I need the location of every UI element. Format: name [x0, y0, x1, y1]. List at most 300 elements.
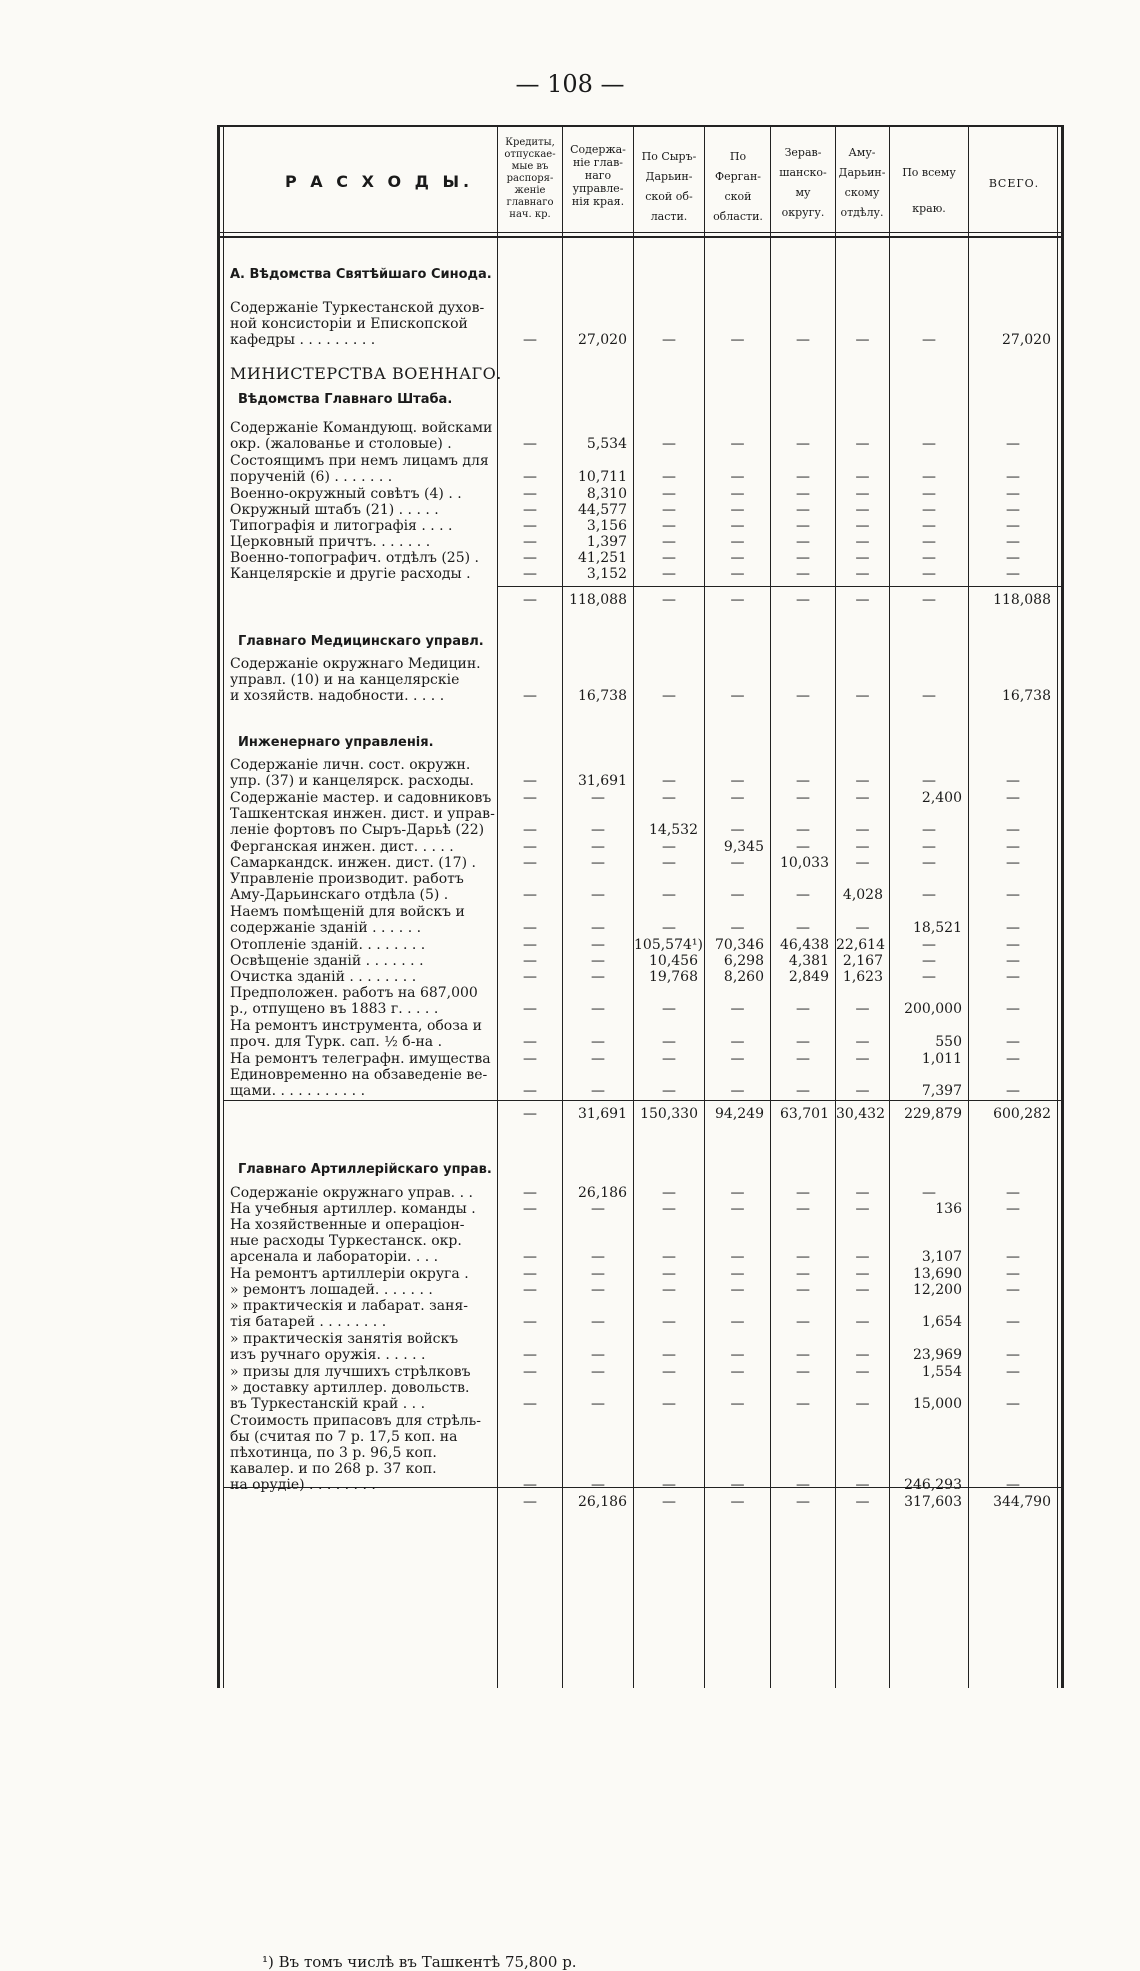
table-cell: — [591, 969, 605, 985]
table-cell: — [662, 518, 676, 534]
table-cell: 3,152 [586, 566, 627, 582]
table-cell: 150,330 [640, 1106, 698, 1122]
row-label: На хозяйственные и операціон- [230, 1217, 465, 1233]
table-cell: 8,310 [586, 486, 627, 502]
table-cell: 19,768 [649, 969, 698, 985]
table-cell: — [523, 855, 537, 871]
table-cell: 22,614 [836, 937, 885, 953]
table-cell: — [662, 855, 676, 871]
row-label: Стоимость припасовъ для стрѣль- [230, 1413, 482, 1429]
table-cell: — [523, 1477, 537, 1493]
table-cell: — [1006, 1034, 1020, 1050]
table-cell: — [922, 1185, 936, 1201]
table-cell: — [1006, 920, 1020, 936]
table-cell: — [922, 953, 936, 969]
table-cell: 550 [935, 1034, 962, 1050]
row-label: пѣхотинца, по 3 р. 96,5 коп. [230, 1445, 437, 1461]
table-cell: — [662, 1314, 676, 1330]
table-cell: — [922, 502, 936, 518]
row-label: Наемъ помѣщеній для войскъ и [230, 904, 465, 920]
table-cell: — [1006, 953, 1020, 969]
table-cell: — [591, 1477, 605, 1493]
table-cell: — [855, 469, 870, 485]
row-label: Аму-Дарьинскаго отдѣла (5) . [230, 887, 449, 903]
table-cell: — [591, 1249, 605, 1265]
table-cell: — [1006, 969, 1020, 985]
table-cell: — [730, 1201, 745, 1217]
table-cell: — [1006, 502, 1020, 518]
table-cell: 2,849 [788, 969, 829, 985]
table-cell: — [796, 773, 810, 789]
table-cell: — [662, 469, 676, 485]
row-label: На ремонтъ инструмента, обоза и [230, 1018, 482, 1034]
table-cell: — [1006, 1001, 1020, 1017]
table-cell: — [796, 566, 810, 582]
table-cell: 229,879 [904, 1106, 962, 1122]
header-zeravshan: Зерав-шанско-му округу. [779, 146, 827, 219]
section-military: МИНИСТЕРСТВА ВОЕННАГО. [230, 364, 502, 383]
table-cell: — [730, 436, 745, 452]
row-label: Самаркандск. инжен. дист. (17) . [230, 855, 476, 871]
table-cell: — [523, 1201, 537, 1217]
table-cell: — [591, 920, 605, 936]
table-cell: 46,438 [780, 937, 829, 953]
row-label: арсенала и лабораторіи. . . . [230, 1249, 439, 1265]
table-cell: — [591, 1364, 605, 1380]
table-cell: — [523, 332, 537, 348]
table-cell: — [523, 953, 537, 969]
table-cell: — [523, 937, 537, 953]
table-cell: — [591, 1314, 605, 1330]
section-staff: Вѣдомства Главнаго Штаба. [238, 392, 453, 407]
table-cell: 1,623 [842, 969, 883, 985]
table-cell: — [1006, 1396, 1020, 1412]
table-cell: — [730, 1364, 745, 1380]
table-cell: 2,167 [842, 953, 883, 969]
row-label: управл. (10) и на канцелярскіе [230, 672, 460, 688]
table-cell: — [662, 839, 676, 855]
table-cell: — [922, 839, 936, 855]
table-cell: — [796, 1494, 810, 1510]
table-cell: 9,345 [723, 839, 764, 855]
table-cell: — [730, 1185, 745, 1201]
table-cell: — [730, 469, 745, 485]
table-cell: — [1006, 1347, 1020, 1363]
table-cell: — [662, 566, 676, 582]
table-cell: — [662, 1201, 676, 1217]
table-cell: — [1006, 550, 1020, 566]
table-cell: 118,088 [569, 592, 627, 608]
table-cell: — [662, 332, 676, 348]
table-cell: — [591, 839, 605, 855]
table-cell: — [730, 1266, 745, 1282]
table-cell: — [796, 486, 810, 502]
table-cell: — [922, 969, 936, 985]
row-label: щами. . . . . . . . . . . [230, 1083, 366, 1099]
table-cell: 105,574¹) [634, 937, 703, 953]
table-cell: 118,088 [993, 592, 1051, 608]
table-cell: 14,532 [649, 822, 698, 838]
table-cell: — [730, 332, 745, 348]
table-cell: — [662, 1001, 676, 1017]
table-cell: — [1006, 518, 1020, 534]
table-cell: 1,011 [921, 1051, 962, 1067]
row-label: кавалер. и по 268 р. 37 коп. [230, 1461, 437, 1477]
table-cell: — [730, 1494, 745, 1510]
table-cell: — [730, 1034, 745, 1050]
table-cell: — [1006, 469, 1020, 485]
table-cell: — [523, 1396, 537, 1412]
table-cell: — [922, 436, 936, 452]
table-cell: — [796, 332, 810, 348]
table-cell: — [796, 1201, 810, 1217]
table-cell: — [922, 855, 936, 871]
row-label: ной консисторіи и Епископской [230, 316, 468, 332]
table-cell: — [855, 1282, 870, 1298]
table-cell: 27,020 [1002, 332, 1051, 348]
row-label: Содержаніе окружнаго Медицин. [230, 656, 481, 672]
table-cell: — [922, 518, 936, 534]
table-cell: 16,738 [578, 688, 627, 704]
table-cell: 200,000 [904, 1001, 962, 1017]
table-cell: 41,251 [578, 550, 627, 566]
table-cell: — [796, 502, 810, 518]
table-cell: — [922, 469, 936, 485]
table-cell: — [662, 1249, 676, 1265]
section-artillery: Главнаго Артиллерійскаго управ. [238, 1162, 492, 1177]
table-cell: — [855, 1347, 870, 1363]
table-cell: — [730, 1001, 745, 1017]
table-cell: — [1006, 1249, 1020, 1265]
table-cell: — [855, 1364, 870, 1380]
table-cell: — [922, 887, 936, 903]
table-cell: — [1006, 937, 1020, 953]
table-cell: — [1006, 534, 1020, 550]
table-cell: 18,521 [913, 920, 962, 936]
table-cell: — [855, 1314, 870, 1330]
table-cell: — [796, 1083, 810, 1099]
table-cell: — [796, 1249, 810, 1265]
page-number: — 108 — [515, 70, 625, 98]
row-label: тія батарей . . . . . . . . [230, 1314, 387, 1330]
row-label: порученій (6) . . . . . . . [230, 469, 393, 485]
table-cell: 1,397 [586, 534, 627, 550]
table-cell: — [523, 1494, 537, 1510]
table-cell: — [855, 1185, 870, 1201]
table-cell: 27,020 [578, 332, 627, 348]
table-cell: — [662, 1396, 676, 1412]
table-cell: — [796, 1001, 810, 1017]
row-label: р., отпущено въ 1883 г. . . . . [230, 1001, 439, 1017]
row-label: въ Туркестанскій край . . . [230, 1396, 426, 1412]
table-cell: — [796, 1477, 810, 1493]
table-cell: 26,186 [578, 1185, 627, 1201]
table-cell: — [523, 1249, 537, 1265]
row-label: Содержаніе мастер. и садовниковъ [230, 790, 492, 806]
row-label: проч. для Турк. сап. ½ б-на . [230, 1034, 443, 1050]
table-cell: — [855, 1001, 870, 1017]
table-cell: — [796, 887, 810, 903]
table-cell: — [855, 839, 870, 855]
table-cell: — [796, 1051, 810, 1067]
table-cell: — [1006, 1477, 1020, 1493]
row-label: изъ ручнаго оружія. . . . . . [230, 1347, 426, 1363]
row-label: Предположен. работъ на 687,000 [230, 985, 478, 1001]
table-cell: — [855, 592, 870, 608]
table-cell: — [730, 1477, 745, 1493]
row-label: Отопленіе зданій. . . . . . . . [230, 937, 426, 953]
table-cell: — [730, 550, 745, 566]
table-cell: — [591, 1034, 605, 1050]
table-cell: — [796, 469, 810, 485]
table-cell: — [730, 1282, 745, 1298]
table-cell: 31,691 [578, 773, 627, 789]
header-syr-darya: По Сыръ-Дарьин-ской об-ласти. [641, 150, 697, 223]
row-label: Очистка зданій . . . . . . . . [230, 969, 417, 985]
header-fergana: По Ферган-ской области. [713, 150, 763, 223]
table-cell: — [730, 1314, 745, 1330]
table-cell: — [523, 1083, 537, 1099]
table-cell: — [591, 855, 605, 871]
table-cell: — [523, 1106, 537, 1122]
table-cell: — [796, 822, 810, 838]
table-cell: — [523, 1185, 537, 1201]
table-cell: — [662, 1185, 676, 1201]
table-cell: 5,534 [586, 436, 627, 452]
header-amu-darya: Аму-Дарьин-скому отдѣлу. [838, 146, 886, 219]
table-cell: — [855, 486, 870, 502]
table-cell: — [662, 534, 676, 550]
table-cell: — [922, 566, 936, 582]
table-cell: — [730, 486, 745, 502]
table-cell: — [523, 887, 537, 903]
table-cell: — [591, 1201, 605, 1217]
row-label: содержаніе зданій . . . . . . [230, 920, 422, 936]
table-cell: — [796, 1282, 810, 1298]
table-cell: 1,554 [921, 1364, 962, 1380]
row-label: упр. (37) и канцелярск. расходы. [230, 773, 474, 789]
table-cell: — [730, 1083, 745, 1099]
table-cell: — [922, 550, 936, 566]
table-cell: — [523, 839, 537, 855]
table-cell: — [591, 822, 605, 838]
table-cell: — [1006, 566, 1020, 582]
table-cell: — [591, 1396, 605, 1412]
table-cell: — [796, 592, 810, 608]
table-cell: — [730, 1396, 745, 1412]
table-cell: — [1006, 1266, 1020, 1282]
table-cell: — [922, 822, 936, 838]
table-cell: — [523, 436, 537, 452]
table-cell: — [855, 1494, 870, 1510]
table-cell: — [855, 332, 870, 348]
table-cell: 23,969 [913, 1347, 962, 1363]
table-cell: — [591, 1051, 605, 1067]
table-cell: — [730, 1249, 745, 1265]
table-cell: — [730, 518, 745, 534]
table-cell: — [523, 469, 537, 485]
table-cell: — [591, 937, 605, 953]
row-label: » ремонтъ лошадей. . . . . . . [230, 1282, 433, 1298]
table-cell: 3,107 [921, 1249, 962, 1265]
row-label: Ферганская инжен. дист. . . . . [230, 839, 454, 855]
table-cell: — [796, 790, 810, 806]
table-cell: — [591, 1282, 605, 1298]
table-cell: — [855, 688, 870, 704]
table-cell: — [796, 839, 810, 855]
table-cell: — [523, 486, 537, 502]
table-cell: — [855, 855, 870, 871]
row-label: Содержаніе Туркестанской духов- [230, 300, 485, 316]
table-cell: — [523, 773, 537, 789]
table-cell: — [523, 566, 537, 582]
table-cell: — [1006, 436, 1020, 452]
table-cell: 12,200 [913, 1282, 962, 1298]
table-cell: — [523, 1051, 537, 1067]
row-label: окр. (жалованье и столовые) . [230, 436, 452, 452]
table-cell: — [796, 1364, 810, 1380]
table-cell: — [855, 1083, 870, 1099]
table-cell: — [796, 688, 810, 704]
row-label: на орудіе) . . . . . . . . [230, 1477, 376, 1493]
table-cell: — [730, 887, 745, 903]
row-label: На ремонтъ телеграфн. имущества [230, 1051, 491, 1067]
table-cell: — [730, 822, 745, 838]
table-cell: — [796, 1185, 810, 1201]
table-cell: — [730, 1051, 745, 1067]
table-cell: — [922, 688, 936, 704]
table-cell: — [523, 969, 537, 985]
table-cell: — [523, 1364, 537, 1380]
section-medical: Главнаго Медицинскаго управл. [238, 634, 484, 649]
table-cell: — [523, 592, 537, 608]
table-cell: — [855, 1249, 870, 1265]
table-cell: — [662, 1494, 676, 1510]
row-label: Содержаніе Командующ. войсками [230, 420, 493, 436]
table-cell: — [730, 855, 745, 871]
table-cell: — [730, 688, 745, 704]
table-cell: — [855, 1396, 870, 1412]
table-cell: — [591, 1347, 605, 1363]
row-label: ные расходы Туркестанск. окр. [230, 1233, 462, 1249]
table-cell: — [855, 1477, 870, 1493]
table-cell: 1,654 [921, 1314, 962, 1330]
table-cell: — [591, 790, 605, 806]
table-cell: 31,691 [578, 1106, 627, 1122]
table-cell: — [1006, 486, 1020, 502]
table-cell: — [922, 486, 936, 502]
table-cell: — [662, 592, 676, 608]
table-cell: 6,298 [723, 953, 764, 969]
table-cell: — [662, 688, 676, 704]
table-cell: — [855, 790, 870, 806]
table-cell: — [1006, 839, 1020, 855]
table-cell: — [662, 1477, 676, 1493]
table-cell: — [523, 790, 537, 806]
table-cell: 8,260 [723, 969, 764, 985]
table-cell: — [662, 1051, 676, 1067]
table-cell: — [1006, 1364, 1020, 1380]
table-cell: — [796, 1034, 810, 1050]
row-label: Управленіе производит. работъ [230, 871, 464, 887]
table-cell: — [730, 592, 745, 608]
row-label: Состоящимъ при немъ лицамъ для [230, 453, 489, 469]
row-label: Типографія и литографія . . . . [230, 518, 453, 534]
table-cell: 63,701 [780, 1106, 829, 1122]
table-cell: 13,690 [913, 1266, 962, 1282]
table-cell: — [922, 773, 936, 789]
table-cell: — [523, 1282, 537, 1298]
table-cell: — [1006, 790, 1020, 806]
table-cell: — [523, 502, 537, 518]
row-label: Единовременно на обзаведеніе ве- [230, 1067, 488, 1083]
table-cell: — [662, 1347, 676, 1363]
table-cell: — [796, 436, 810, 452]
table-cell: — [1006, 1185, 1020, 1201]
table-cell: — [1006, 1083, 1020, 1099]
table-cell: — [1006, 1201, 1020, 1217]
table-cell: — [730, 502, 745, 518]
row-label: Окружный штабъ (21) . . . . . [230, 502, 439, 518]
row-label: Ташкентская инжен. дист. и управ- [230, 806, 495, 822]
row-label: Содержаніе окружнаго управ. . . [230, 1185, 473, 1201]
table-cell: 317,603 [904, 1494, 962, 1510]
table-cell: 136 [935, 1201, 962, 1217]
table-cell: — [1006, 773, 1020, 789]
table-cell: — [730, 534, 745, 550]
table-cell: — [855, 773, 870, 789]
table-cell: — [662, 887, 676, 903]
row-label: » практическія занятія войскъ [230, 1331, 459, 1347]
table-cell: — [523, 1347, 537, 1363]
table-cell: — [922, 332, 936, 348]
table-cell: — [855, 566, 870, 582]
table-cell: — [662, 486, 676, 502]
table-cell: — [523, 688, 537, 704]
row-label: » доставку артиллер. довольств. [230, 1380, 470, 1396]
table-cell: — [523, 920, 537, 936]
table-cell: — [730, 1347, 745, 1363]
table-cell: — [523, 518, 537, 534]
table-cell: — [855, 920, 870, 936]
row-label: На учебныя артиллер. команды . [230, 1201, 476, 1217]
row-label: Содержаніе личн. сост. окружн. [230, 757, 471, 773]
row-label: бы (считая по 7 р. 17,5 коп. на [230, 1429, 458, 1445]
table-cell: — [523, 1034, 537, 1050]
table-cell: — [662, 790, 676, 806]
table-cell: — [523, 1001, 537, 1017]
table-cell: 4,381 [788, 953, 829, 969]
table-cell: — [1006, 1314, 1020, 1330]
table-cell: — [922, 937, 936, 953]
table-cell: — [796, 550, 810, 566]
table-cell: — [591, 1266, 605, 1282]
table-cell: — [922, 592, 936, 608]
header-credits: Кредиты, отпускае-мые въ распоря-женіе главнаго нач. кр. [504, 137, 556, 220]
table-cell: 70,346 [715, 937, 764, 953]
table-cell: — [662, 1083, 676, 1099]
table-cell: 246,293 [904, 1477, 962, 1493]
table-cell: 30,432 [836, 1106, 885, 1122]
table-cell: — [662, 1266, 676, 1282]
row-label: кафедры . . . . . . . . . [230, 332, 376, 348]
table-cell: — [796, 1314, 810, 1330]
footnote: ¹) Въ томъ числѣ въ Ташкентѣ 75,800 р. [262, 1953, 577, 1971]
section-synod: А. Вѣдомства Святѣйшаго Синода. [230, 267, 492, 282]
table-cell: — [662, 436, 676, 452]
table-cell: 7,397 [921, 1083, 962, 1099]
row-label: и хозяйств. надобности. . . . . [230, 688, 445, 704]
